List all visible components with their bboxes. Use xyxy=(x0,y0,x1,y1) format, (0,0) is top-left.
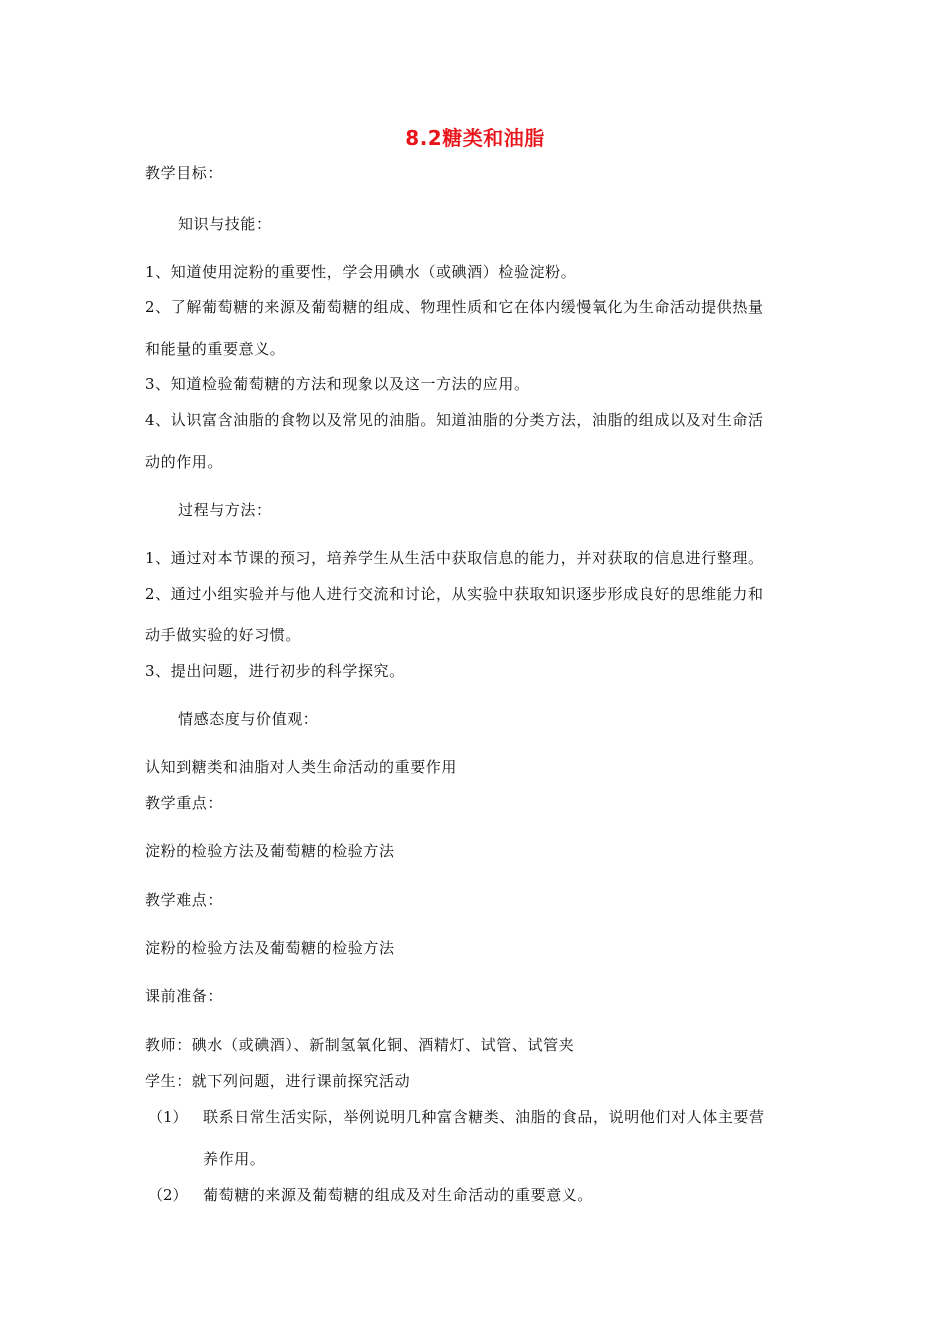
difficulties-heading: 教学难点： xyxy=(145,891,224,909)
question-1-number: （1） xyxy=(148,1108,188,1126)
knowledge-item-3: 3、知道检验葡萄糖的方法和现象以及这一方法的应用。 xyxy=(145,375,530,393)
teacher-preparation: 教师：碘水（或碘酒）、新制氢氧化铜、酒精灯、试管、试管夹 xyxy=(145,1036,575,1054)
difficulties-text: 淀粉的检验方法及葡萄糖的检验方法 xyxy=(145,939,395,957)
preparation-heading: 课前准备： xyxy=(145,987,224,1005)
document-title: 8.2糖类和油脂 xyxy=(405,126,545,150)
knowledge-item-4-line-2: 动的作用。 xyxy=(145,453,224,471)
attitude-text: 认知到糖类和油脂对人类生命活动的重要作用 xyxy=(145,758,458,776)
attitude-heading: 情感态度与价值观： xyxy=(178,710,319,728)
knowledge-item-4-line-1: 4、认识富含油脂的食物以及常见的油脂。知道油脂的分类方法，油脂的组成以及对生命活 xyxy=(145,411,764,429)
process-item-3: 3、提出问题，进行初步的科学探究。 xyxy=(145,662,405,680)
key-points-heading: 教学重点： xyxy=(145,794,224,812)
objectives-heading: 教学目标： xyxy=(145,164,224,182)
question-2-number: （2） xyxy=(148,1186,188,1204)
process-item-1: 1、通过对本节课的预习，培养学生从生活中获取信息的能力，并对获取的信息进行整理。 xyxy=(145,549,764,567)
knowledge-heading: 知识与技能： xyxy=(178,215,272,233)
question-1-line-1: 联系日常生活实际，举例说明几种富含糖类、油脂的食品，说明他们对人体主要营 xyxy=(203,1108,765,1126)
knowledge-item-2-line-2: 和能量的重要意义。 xyxy=(145,340,286,358)
process-item-2-line-2: 动手做实验的好习惯。 xyxy=(145,626,302,644)
question-2-text: 葡萄糖的来源及葡萄糖的组成及对生命活动的重要意义。 xyxy=(203,1186,594,1204)
knowledge-item-1: 1、知道使用淀粉的重要性，学会用碘水（或碘酒）检验淀粉。 xyxy=(145,263,577,281)
question-1-line-2: 养作用。 xyxy=(203,1150,266,1168)
student-preparation: 学生：就下列问题，进行课前探究活动 xyxy=(145,1072,411,1090)
process-item-2-line-1: 2、通过小组实验并与他人进行交流和讨论，从实验中获取知识逐步形成良好的思维能力和 xyxy=(145,585,764,603)
knowledge-item-2-line-1: 2、了解葡萄糖的来源及葡萄糖的组成、物理性质和它在体内缓慢氧化为生命活动提供热量 xyxy=(145,298,764,316)
key-points-text: 淀粉的检验方法及葡萄糖的检验方法 xyxy=(145,842,395,860)
process-heading: 过程与方法： xyxy=(178,501,272,519)
